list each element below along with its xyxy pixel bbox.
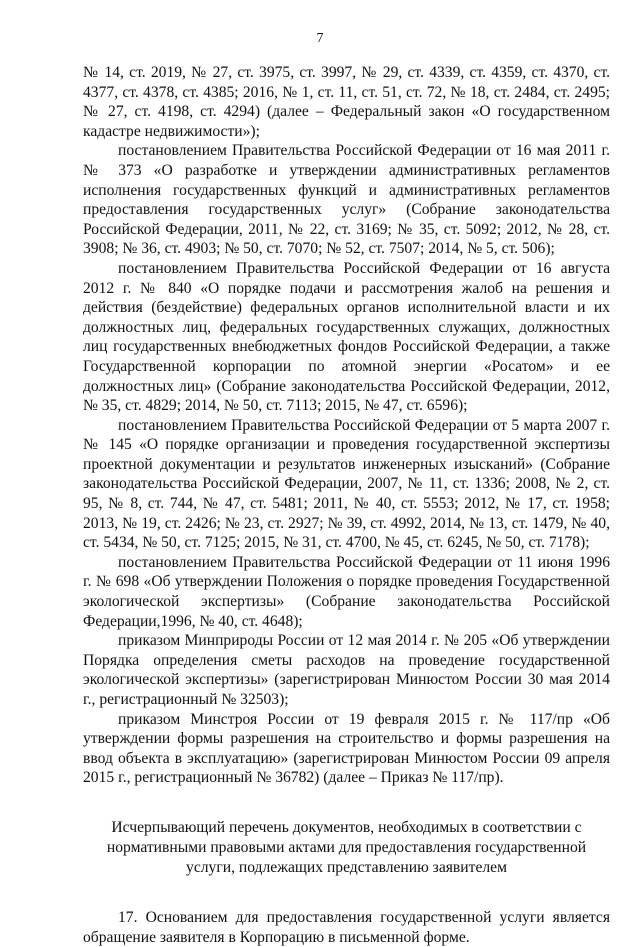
paragraph-order-205: приказом Минприроды России от 12 мая 2014 г. № 205 «Об утверждении Порядка определения сметы расходов на проведение государственной экологической экспертизы» (зарегистрирован Минюстом России 30 мая 2014 г., регистрационный № 32503); (83, 632, 610, 708)
page-number: 7 (316, 31, 324, 46)
paragraph-law-continuation: № 14, ст. 2019, № 27, ст. 3975, ст. 3997, № 29, ст. 4339, ст. 4359, ст. 4370, ст. 4377, ст. 4378, ст. 4385; 2016, № 1, ст. 11, ст. 51, ст. 72, № 18, ст. 2484, ст. 2495; № 27, ст. 4198, ст. 4294) (далее – Федеральный закон «О государственном кадастре недвижимости»); (83, 64, 610, 140)
paragraph-order-117: приказом Минстроя России от 19 февраля 2015 г. № 117/пр «Об утверждении формы разрешения на строительство и формы разрешения на ввод объекта в эксплуатацию» (зарегистрирован Минюстом России 09 апреля 2015 г., регистрационный № 36782) (далее – Приказ № 117/пр). (83, 710, 610, 787)
paragraph-item-17: 17. Основанием для предоставления государственной услуги является обращение заявителя в Корпорацию в письменной форме. (83, 908, 610, 946)
paragraph-resolution-373: постановлением Правительства Российской Федерации от 16 мая 2011 г. № 373 «О разработке и утверждении административных регламентов исполнения государственных функций и административных регламентов предоставления государственных услуг» (Собрание законодательства Российской Федерации, 2011, № 22, ст. 3169; № 35, ст. 5092; 2012, № 28, ст. 3908; № 36, ст. 4903; № 50, ст. 7070; № 52, ст. 7507; 2014, № 5, ст. 506); (83, 142, 610, 258)
paragraph-resolution-698: постановлением Правительства Российской Федерации от 11 июня 1996 г. № 698 «Об утверждении Положения о порядке проведения Государственной экологической экспертизы» (Собрание законодательства Российской Федерации,1996, № 40, ст. 4648); (83, 553, 610, 630)
section-heading: Исчерпывающий перечень документов, необходимых в соответствии с нормативными правовыми актами для предоставления государственной услуги, подлежащих представлению заявителем (106, 818, 587, 876)
paragraph-resolution-145: постановлением Правительства Российской Федерации от 5 марта 2007 г. № 145 «О порядке организации и проведения государственной экспертизы проектной документации и результатов инженерных изысканий» (Собрание законодательства Российской Федерации, 2007, № 11, ст. 1336; 2008, № 2, ст. 95, № 8, ст. 744, № 47, ст. 5481; 2011, № 40, ст. 5553; 2012, № 17, ст. 1958; 2013, № 19, ст. 2426; № 23, ст. 2927; № 39, ст. 4992, 2014, № 13, ст. 1479, № 40, ст. 5434, № 50, ст. 7125; 2015, № 31, ст. 4700, № 45, ст. 6245, № 50, ст. 7178); (83, 416, 610, 552)
document-body (83, 63, 610, 947)
paragraph-resolution-840: постановлением Правительства Российской Федерации от 16 августа 2012 г. № 840 «О порядке подачи и рассмотрения жалоб на решения и действия (бездействие) федеральных органов исполнительной власти и их должностных лиц, федеральных государственных служащих, должностных лиц государственных внебюджетных фондов Российской Федерации, а также Государственной корпорации по атомной энергии «Росатом» и ее должностных лиц» (Собрание законодательства Российской Федерации, 2012, № 35, ст. 4829; 2014, № 50, ст. 7113; 2015, № 47, ст. 6596); (83, 259, 610, 415)
